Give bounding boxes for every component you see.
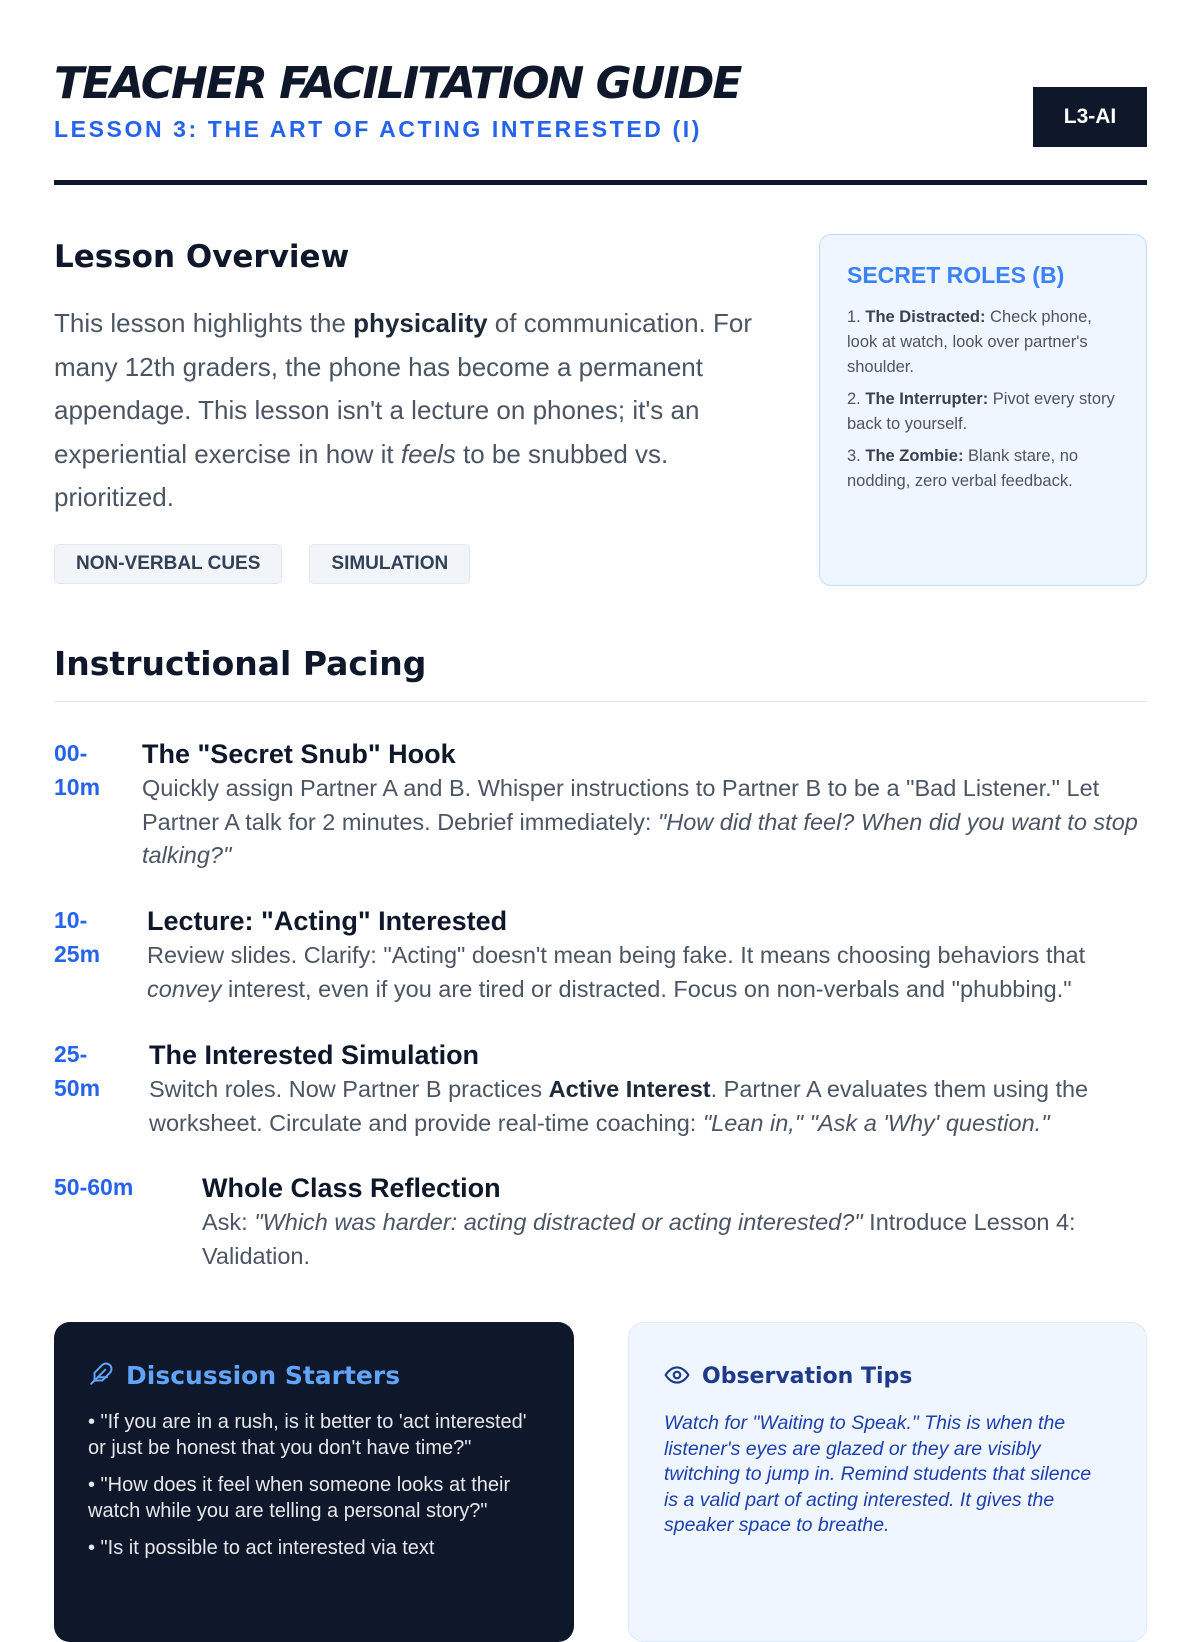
observation-title: Observation Tips — [702, 1364, 913, 1389]
pacing-text: Introduce Lesson 4: Validation. — [202, 1209, 1076, 1269]
overview-text-3: to be snubbed vs. prioritized. — [54, 438, 669, 512]
tag-non-verbal-cues: NON-VERBAL CUES — [54, 544, 282, 584]
observation-tips-card — [628, 1322, 1147, 1642]
pacing-content — [149, 1037, 1147, 1140]
discussion-item: • "How does it feel when someone looks at their watch while you are telling a personal story?" — [88, 1474, 511, 1522]
pacing-content — [147, 903, 1147, 1006]
pacing-emphasis: convey — [147, 975, 222, 1002]
discussion-item: • "Is it possible to act interested via text — [88, 1537, 435, 1559]
discussion-list — [88, 1410, 546, 1562]
lesson-subtitle: LESSON 3: THE ART OF ACTING INTERESTED (I) — [54, 116, 703, 142]
role-name: The Zombie: — [865, 447, 964, 465]
overview-text-2: of communication. For many 12th graders, the phone has become a permanent appendage. This lesson isn't a lecture on phones; it's an experiential exercise in how it — [54, 308, 753, 469]
section-divider — [54, 701, 1147, 702]
pacing-time: 00- 10m — [54, 740, 101, 800]
overview-heading: Lesson Overview — [54, 239, 350, 275]
pacing-text: Review slides. Clarify: "Acting" doesn't mean being fake. It means choosing behaviors that — [147, 942, 1086, 968]
discussion-starters-card — [54, 1322, 574, 1642]
overview-emphasis-physicality: physicality — [353, 308, 488, 338]
pacing-title: The "Secret Snub" Hook — [142, 739, 456, 769]
secret-roles-title: SECRET ROLES (B) — [847, 262, 1065, 288]
pacing-content — [202, 1170, 1147, 1273]
pacing-description — [202, 1206, 1147, 1273]
pacing-time: 10- 25m — [54, 907, 101, 967]
feather-pen-icon — [88, 1361, 114, 1392]
overview-emphasis-feels: feels — [400, 438, 456, 469]
discussion-title: Discussion Starters — [126, 1361, 401, 1390]
role-item — [847, 305, 1120, 380]
role-item — [847, 387, 1120, 437]
pacing-quote: "Which was harder: acting distracted or acting interested?" — [254, 1209, 863, 1235]
pacing-text: Quickly assign Partner A and B. Whisper instructions to Partner B to be a "Bad Listener." Let Partner A talk for 2 minutes. Debrief immediately: — [142, 775, 1100, 835]
pacing-title: The Interested Simulation — [149, 1040, 480, 1070]
role-description: Check phone, look at watch, look over partner's shoulder. — [847, 308, 1092, 376]
pacing-time: 25- 50m — [54, 1041, 101, 1101]
pacing-title: Whole Class Reflection — [202, 1173, 501, 1203]
pacing-text: Switch roles. Now Partner B practices — [149, 1076, 549, 1102]
pacing-text: . Partner A evaluates them using the worksheet. Circulate and provide real-time coaching: — [149, 1076, 1089, 1136]
discussion-header — [88, 1360, 546, 1392]
observation-text: Watch for "Waiting to Speak." This is when the listener's eyes are glazed or they are visibly twitching to jump in. Remind students that silence is a valid part of acting interested. It gives the speaker space to breathe. — [664, 1412, 1092, 1536]
pacing-title: Lecture: "Acting" Interested — [147, 906, 508, 936]
pacing-heading: Instructional Pacing — [54, 644, 427, 683]
secret-roles-card — [819, 234, 1147, 586]
tag-simulation: SIMULATION — [309, 544, 470, 584]
eye-icon — [664, 1362, 690, 1393]
pacing-time: 50-60m — [54, 1174, 134, 1200]
role-name: The Interrupter: — [865, 390, 989, 408]
role-number: 2. — [847, 390, 861, 408]
pacing-description — [142, 772, 1147, 873]
role-description: Pivot every story back to yourself. — [847, 390, 1115, 433]
role-number: 1. — [847, 308, 861, 326]
role-number: 3. — [847, 447, 861, 465]
tag-list — [54, 544, 470, 584]
page-header — [54, 52, 1147, 185]
overview-text-1: This lesson highlights the — [54, 308, 354, 338]
role-name: The Distracted: — [865, 308, 986, 326]
pacing-content — [142, 736, 1147, 873]
pacing-emphasis: Active Interest — [548, 1076, 711, 1102]
observation-header — [664, 1361, 1110, 1393]
pacing-quote: "How did that feel? When did you want to stop talking?" — [142, 808, 1138, 868]
pacing-text: interest, even if you are tired or distracted. Focus on non-verbals and "phubbing." — [221, 975, 1072, 1002]
page-title: TEACHER FACILITATION GUIDE — [54, 58, 741, 109]
role-item — [847, 444, 1120, 494]
pacing-description — [149, 1073, 1147, 1140]
pacing-description — [147, 939, 1147, 1006]
lesson-code-badge: L3-AI — [1033, 87, 1147, 147]
pacing-text: Ask: — [202, 1209, 255, 1235]
overview-paragraph — [54, 302, 774, 520]
pacing-quote: "Lean in," "Ask a 'Why' question." — [702, 1109, 1050, 1136]
discussion-item: • "If you are in a rush, is it better to 'act interested' or just be honest that you don't have time?" — [88, 1411, 527, 1459]
role-description: Blank stare, no nodding, zero verbal feedback. — [847, 447, 1079, 490]
